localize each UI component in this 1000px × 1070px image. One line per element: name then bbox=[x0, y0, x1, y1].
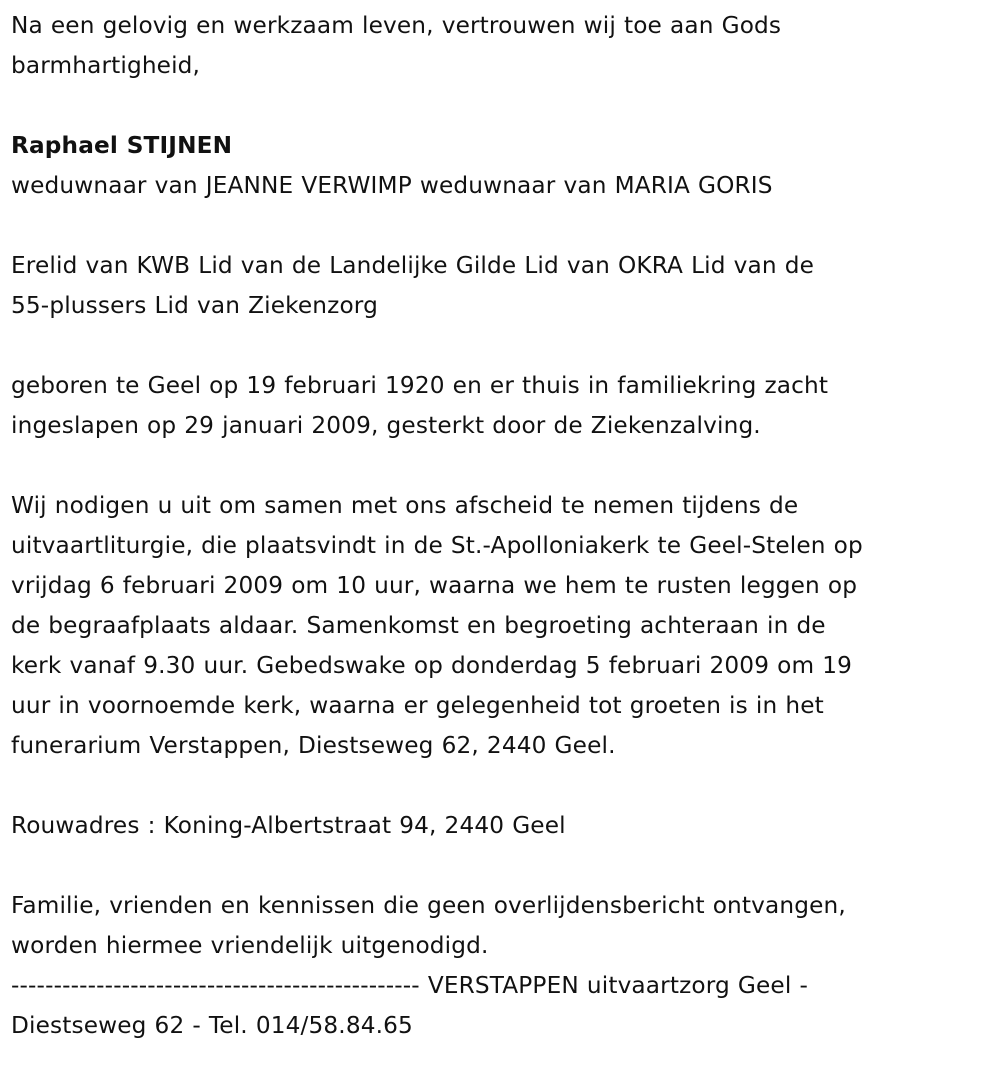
birth-death-paragraph bbox=[11, 366, 989, 446]
invitation-paragraph bbox=[11, 486, 989, 766]
spacer bbox=[11, 86, 989, 126]
closing-line: worden hiermee vriendelijk uitgenodigd. bbox=[11, 932, 489, 959]
invitation-line: uur in voornoemde kerk, waarna er gelegenheid tot groeten is in het bbox=[11, 692, 824, 719]
spacer bbox=[11, 326, 989, 366]
footer-line: Diestseweg 62 - Tel. 014/58.84.65 bbox=[11, 1012, 413, 1039]
spacer bbox=[11, 206, 989, 246]
invitation-line: de begraafplaats aldaar. Samenkomst en begroeting achteraan in de bbox=[11, 612, 826, 639]
funeral-home-footer bbox=[11, 966, 989, 1046]
birth-death-line: ingeslapen op 29 januari 2009, gesterkt door de Ziekenzalving. bbox=[11, 412, 761, 439]
memberships-line: Erelid van KWB Lid van de Landelijke Gilde Lid van OKRA Lid van de bbox=[11, 252, 815, 279]
spacer bbox=[11, 846, 989, 886]
closing-line: Familie, vrienden en kennissen die geen overlijdensbericht ontvangen, bbox=[11, 892, 846, 919]
memberships-paragraph bbox=[11, 246, 989, 326]
invitation-line: vrijdag 6 februari 2009 om 10 uur, waarna we hem te rusten leggen op bbox=[11, 572, 858, 599]
deceased-name: Raphael STIJNEN bbox=[11, 132, 233, 159]
widower-of-line: weduwnaar van JEANNE VERWIMP weduwnaar van MARIA GORIS bbox=[11, 172, 773, 199]
intro-line: barmhartigheid, bbox=[11, 52, 201, 79]
intro-paragraph bbox=[11, 6, 989, 86]
invitation-line: funerarium Verstappen, Diestseweg 62, 2440 Geel. bbox=[11, 732, 616, 759]
invitation-line: uitvaartliturgie, die plaatsvindt in de St.-Apolloniakerk te Geel-Stelen op bbox=[11, 532, 863, 559]
memberships-line: 55-plussers Lid van Ziekenzorg bbox=[11, 292, 378, 319]
intro-line: Na een gelovig en werkzaam leven, vertrouwen wij toe aan Gods bbox=[11, 12, 782, 39]
closing-paragraph bbox=[11, 886, 989, 966]
mourning-address: Rouwadres : Koning-Albertstraat 94, 2440 Geel bbox=[11, 812, 566, 839]
birth-death-line: geboren te Geel op 19 februari 1920 en er thuis in familiekring zacht bbox=[11, 372, 829, 399]
spacer bbox=[11, 446, 989, 486]
invitation-line: Wij nodigen u uit om samen met ons afscheid te nemen tijdens de bbox=[11, 492, 799, 519]
spacer bbox=[11, 766, 989, 806]
invitation-line: kerk vanaf 9.30 uur. Gebedswake op donderdag 5 februari 2009 om 19 bbox=[11, 652, 853, 679]
footer-line: ------------------------------------------------ VERSTAPPEN uitvaartzorg Geel - bbox=[11, 972, 808, 999]
